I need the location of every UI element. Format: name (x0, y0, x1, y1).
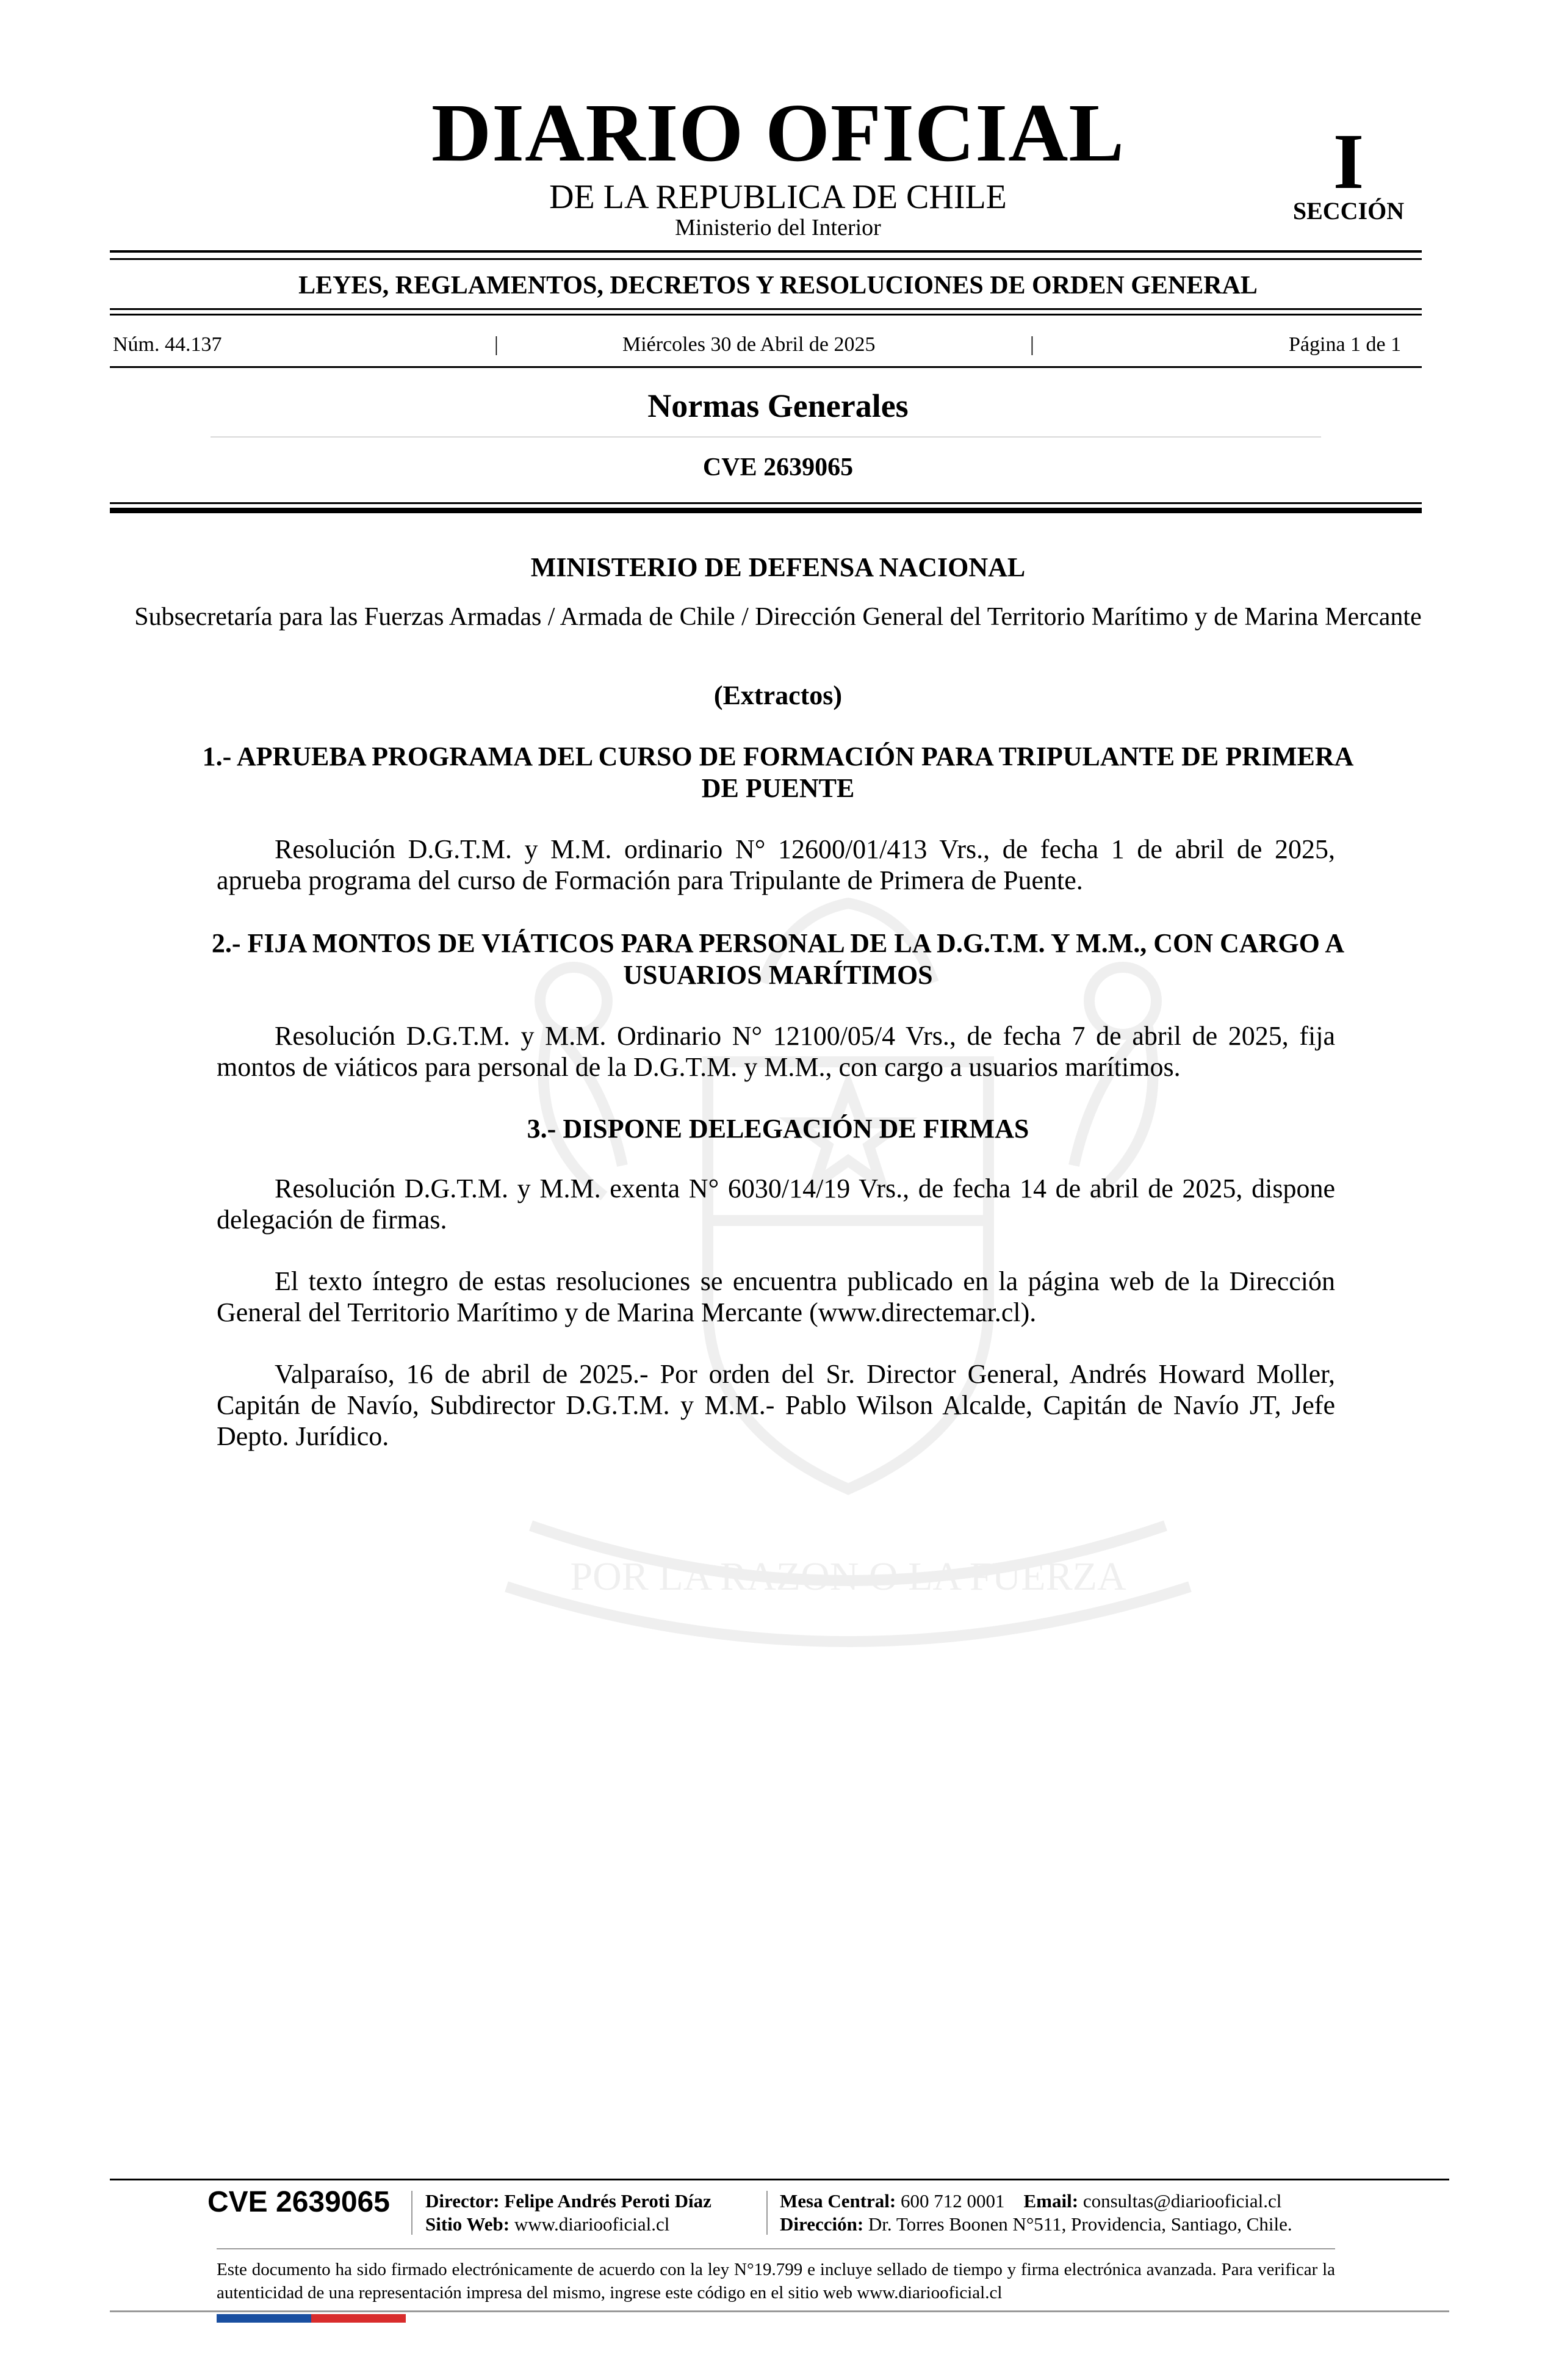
item-heading-3: 3.- DISPONE DELEGACIÓN DE FIRMAS (527, 1114, 1029, 1144)
footer-rule-middle (217, 2248, 1335, 2249)
masthead-rule-top (110, 250, 1422, 253)
footer-address (780, 2213, 1292, 2236)
section-title-rule (211, 436, 1321, 438)
flag-stripe-red (311, 2314, 406, 2323)
footer-email-link[interactable]: consultas@diariooficial.cl (1082, 2190, 1282, 2212)
item-text-2: Resolución D.G.T.M. y M.M. Ordinario N° 12100/05/4 Vrs., de fecha 7 de abril de 2025, fija montos de viáticos para personal de la D.G.T.M. y M.M., con cargo a usuarios marítimos. (217, 1021, 1335, 1082)
footer-website-label: Sitio Web: (425, 2213, 510, 2235)
masthead-subtitle: DE LA REPUBLICA DE CHILE (549, 178, 1007, 216)
category-banner: LEYES, REGLAMENTOS, DECRETOS Y RESOLUCIONES DE ORDEN GENERAL (298, 272, 1258, 300)
section-number: I (1333, 118, 1364, 206)
item-heading-2: 2.- FIJA MONTOS DE VIÁTICOS PARA PERSONAL DE LA D.G.T.M. Y M.M., CON CARGO A USUARIOS MARÍTIMOS (211, 928, 1345, 990)
issue-separator: | (1030, 333, 1034, 356)
masthead-rule-bottom (110, 258, 1422, 260)
watermark-motto: POR LA RAZON O LA FUERZA (570, 1554, 1126, 1599)
issue-rule (110, 366, 1422, 368)
signature-paragraph: Valparaíso, 16 de abril de 2025.- Por orden del Sr. Director General, Andrés Howard Moller, Capitán de Navío, Subdirector D.G.T.M. y M.M.- Pablo Wilson Alcalde, Capitán de Navío JT, Jefe Depto. Jurídico. (217, 1359, 1335, 1451)
footer-contact (780, 2190, 1281, 2213)
category-rule-top (110, 308, 1422, 310)
flag-stripe-blue (217, 2314, 311, 2323)
section-title: Normas Generales (647, 388, 909, 424)
masthead-title: DIARIO OFICIAL (431, 87, 1125, 179)
section-label: SECCIÓN (1292, 197, 1405, 225)
masthead-ministry: Ministerio del Interior (675, 215, 881, 240)
issue-page: Página 1 de 1 (1289, 333, 1402, 356)
footer-divider (411, 2191, 412, 2235)
ministry-heading: MINISTERIO DE DEFENSA NACIONAL (530, 552, 1026, 582)
footer-cve-code: CVE 2639065 (207, 2186, 390, 2218)
footer-director (425, 2190, 711, 2213)
footer-director-name: Felipe Andrés Peroti Díaz (504, 2190, 711, 2212)
cve-code: CVE 2639065 (702, 453, 854, 481)
footer-director-label: Director: (425, 2190, 500, 2212)
publication-note: El texto íntegro de estas resoluciones se encuentra publicado en la página web de la Dirección General del Territorio Marítimo y de Marina Mercante (www.directemar.cl). (217, 1266, 1335, 1327)
category-rule-bottom (110, 314, 1422, 316)
issue-date: Miércoles 30 de Abril de 2025 (622, 333, 876, 356)
footer-website-link[interactable]: www.diariooficial.cl (514, 2213, 670, 2235)
footer-rule-top (110, 2179, 1449, 2180)
footer-mesa-phone: 600 712 0001 (901, 2190, 1005, 2212)
item-text-3: Resolución D.G.T.M. y M.M. exenta N° 6030/14/19 Vrs., de fecha 14 de abril de 2025, dispone delegación de firmas. (217, 1174, 1335, 1235)
extractos-label: (Extractos) (713, 680, 843, 710)
footer-website (425, 2213, 669, 2236)
footer-legal-notice: Este documento ha sido firmado electrónicamente de acuerdo con la ley N°19.799 e incluye sellado de tiempo y firma electrónica avanzada. Para verificar la autenticidad de una representación impresa del mismo, ingrese este código en el sitio web www.diariooficial.cl (217, 2260, 1335, 2302)
header-rule-thick (110, 508, 1422, 513)
footer-mesa-label: Mesa Central: (780, 2190, 896, 2212)
item-heading-1: 1.- APRUEBA PROGRAMA DEL CURSO DE FORMACIÓN PARA TRIPULANTE DE PRIMERA DE PUENTE (202, 741, 1354, 803)
item-text-1: Resolución D.G.T.M. y M.M. ordinario N° 12600/01/413 Vrs., de fecha 1 de abril de 2025, aprueba programa del curso de Formación para Tripulante de Primera de Puente. (217, 834, 1335, 895)
footer-divider (766, 2191, 768, 2235)
footer-address-text: Dr. Torres Boonen N°511, Providencia, Santiago, Chile. (868, 2213, 1292, 2235)
issue-separator: | (494, 333, 499, 356)
footer-address-label: Dirección: (780, 2213, 864, 2235)
subsecretaria-line: Subsecretaría para las Fuerzas Armadas / Armada de Chile / Dirección General del Territorio Marítimo y de Marina Mercante (134, 603, 1422, 631)
header-rule-thin (110, 502, 1422, 504)
footer-email-label: Email: (1023, 2190, 1079, 2212)
footer-rule-bottom (110, 2310, 1449, 2312)
issue-number: Núm. 44.137 (113, 333, 222, 356)
